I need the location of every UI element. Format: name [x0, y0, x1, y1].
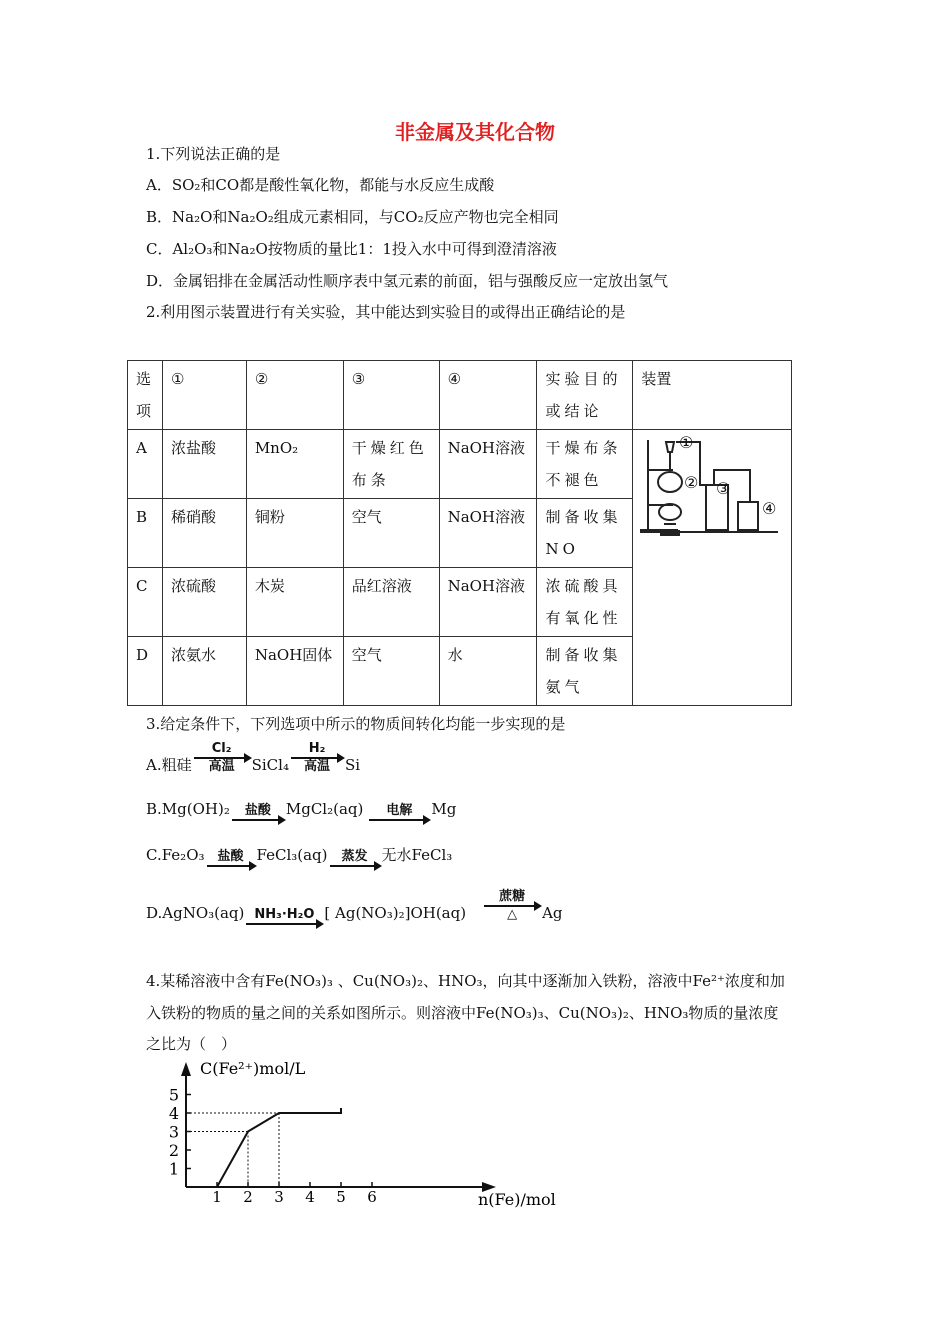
table-cell: C [128, 568, 163, 637]
table-cell: 浓盐酸 [162, 430, 246, 499]
product: Si [344, 756, 361, 774]
table-cell: 制备收集氨气 [537, 637, 633, 706]
fe2-concentration-chart [160, 1059, 580, 1212]
reactant: D.AgNO₃(aq) [146, 904, 245, 922]
arrow-condition-top: Cl₂ [211, 741, 232, 756]
y-axis-label: C(Fe²⁺)mol/L [200, 1059, 306, 1078]
q3-option-a [146, 742, 360, 775]
apparatus-label: ② [684, 473, 699, 492]
x-tick-label: 2 [243, 1188, 253, 1206]
reaction-arrow [369, 804, 429, 821]
table-cell: NaOH溶液 [439, 430, 537, 499]
product: 无水FeCl₃ [381, 846, 453, 864]
table-cell: NaOH固体 [246, 637, 343, 706]
header-cell: ① [162, 361, 246, 430]
apparatus-label: ③ [716, 479, 731, 498]
table-cell: NaOH溶液 [439, 499, 537, 568]
arrow-condition-top: 电解 [386, 803, 413, 818]
header-cell: 实验目的或结论 [537, 361, 633, 430]
reactant: B.Mg(OH)₂ [146, 800, 230, 818]
q1-option-c: C．Al₂O₃和Na₂O按物质的量比1：1投入水中可得到澄清溶液 [146, 240, 557, 258]
table-cell: MnO₂ [246, 430, 343, 499]
y-tick-label: 1 [168, 1159, 180, 1179]
product: Mg [431, 800, 457, 818]
arrow-condition-bottom: △ [507, 907, 518, 922]
reactant: A.粗硅 [146, 756, 192, 774]
q3-option-c [146, 844, 452, 867]
y-tick-label: 3 [168, 1122, 180, 1142]
apparatus-cell [633, 430, 792, 706]
arrow-condition-top: 蒸发 [341, 849, 368, 864]
table-cell: 木炭 [246, 568, 343, 637]
product: [ Ag(NO₃)₂]OH(aq) [324, 904, 467, 922]
table-cell: 浓硫酸 [162, 568, 246, 637]
y-tick-label: 5 [168, 1085, 180, 1105]
reaction-arrow [246, 908, 322, 925]
table-cell: 空气 [343, 637, 439, 706]
product: Ag [542, 904, 563, 922]
arrow-condition-bottom: 高温 [208, 759, 235, 774]
table-cell: 铜粉 [246, 499, 343, 568]
reaction-arrow [291, 742, 343, 774]
x-axis-label: n(Fe)/mol [478, 1190, 556, 1209]
q2-stem: 2.利用图示装置进行有关实验，其中能达到实验目的或得出正确结论的是 [146, 303, 626, 321]
q1-stem: 1.下列说法正确的是 [146, 145, 281, 163]
table-cell: D [128, 637, 163, 706]
arrow-condition-top: 盐酸 [244, 803, 271, 818]
arrow-condition-top: H₂ [308, 741, 326, 756]
reaction-arrow [232, 804, 284, 821]
apparatus-label: ① [679, 433, 694, 452]
x-tick-label: 3 [274, 1188, 284, 1206]
y-tick-label: 4 [168, 1104, 180, 1123]
table-row [128, 430, 792, 499]
q2-table [127, 360, 792, 706]
q1-option-a: A．SO₂和CO都是酸性氧化物，都能与水反应生成酸 [146, 176, 495, 194]
reaction-arrow [330, 850, 380, 867]
q4-line-3: 之比为（ ） [146, 1035, 237, 1053]
arrow-condition-top: 盐酸 [217, 849, 244, 864]
header-cell: 选项 [128, 361, 163, 430]
product: SiCl₄ [251, 756, 289, 774]
table-cell: 稀硝酸 [162, 499, 246, 568]
arrow-condition-top: NH₃·H₂O [254, 907, 315, 922]
header-cell: 装置 [633, 361, 792, 430]
header-cell: ② [246, 361, 343, 430]
header-cell: ④ [439, 361, 537, 430]
x-tick-label: 4 [305, 1188, 315, 1206]
table-cell: 干燥红色布条 [343, 430, 439, 499]
arrow-condition-bottom: 高温 [303, 759, 330, 774]
apparatus-figure [638, 430, 783, 540]
q1-option-b: B．Na₂O和Na₂O₂组成元素相同，与CO₂反应产物也完全相同 [146, 208, 559, 226]
table-cell: 空气 [343, 499, 439, 568]
q4-line-1: 4.某稀溶液中含有Fe(NO₃)₃ 、Cu(NO₃)₂、HNO₃，向其中逐渐加入铁粉，溶液中Fe²⁺浓度和加 [146, 972, 785, 990]
x-tick-label: 6 [367, 1188, 377, 1206]
q4-line-2: 入铁粉的物质的量之间的关系如图所示。则溶液中Fe(NO₃)₃、Cu(NO₃)₂、HNO₃物质的量浓度 [146, 1004, 779, 1022]
header-cell: ③ [343, 361, 439, 430]
q3-stem: 3.给定条件下，下列选项中所示的物质间转化均能一步实现的是 [146, 715, 566, 733]
table-cell: 干燥布条不褪色 [537, 430, 633, 499]
x-tick-label: 1 [212, 1188, 222, 1206]
product: FeCl₃(aq) [256, 846, 328, 864]
table-cell: A [128, 430, 163, 499]
table-cell: 水 [439, 637, 537, 706]
reaction-arrow [207, 850, 255, 867]
table-header-row [128, 361, 792, 430]
apparatus-label: ④ [762, 499, 777, 518]
arrow-condition-top: 蔗糖 [499, 889, 526, 904]
reactant: C.Fe₂O₃ [146, 846, 205, 864]
y-tick-label: 2 [168, 1141, 180, 1160]
table-cell: 制备收集NO [537, 499, 633, 568]
table-cell: 浓硫酸具有氧化性 [537, 568, 633, 637]
q1-option-d: D．金属铝排在金属活动性顺序表中氢元素的前面，铝与强酸反应一定放出氢气 [146, 272, 669, 290]
table-cell: 浓氨水 [162, 637, 246, 706]
reaction-arrow [484, 890, 540, 922]
table-cell: B [128, 499, 163, 568]
x-tick-label: 5 [336, 1188, 346, 1206]
page-title: 非金属及其化合物 [395, 120, 555, 144]
y-axis-arrow [181, 1062, 191, 1076]
q3-option-b [146, 800, 456, 821]
table-cell: 品红溶液 [343, 568, 439, 637]
reaction-arrow [194, 742, 250, 774]
product: MgCl₂(aq) [285, 800, 364, 818]
table-cell: NaOH溶液 [439, 568, 537, 637]
q3-option-d [146, 890, 563, 925]
